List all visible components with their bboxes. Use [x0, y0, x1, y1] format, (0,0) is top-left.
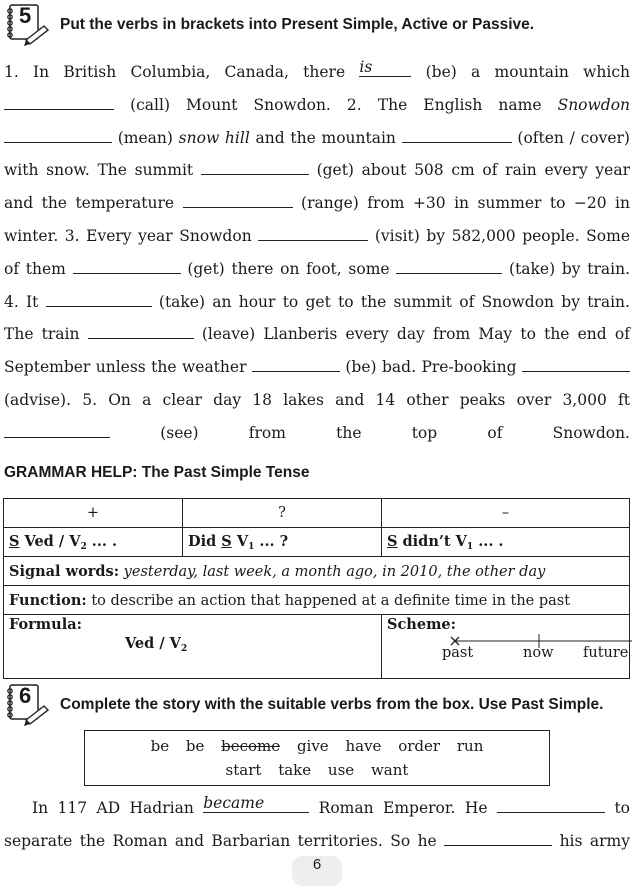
- text: Roman Emperor. He: [318, 799, 488, 817]
- grammar-help-heading: GRAMMAR HELP: The Past Simple Tense: [4, 464, 310, 481]
- answer-blank[interactable]: [252, 355, 340, 372]
- timeline-scheme: [387, 633, 629, 677]
- word-box-row-1: [85, 734, 549, 758]
- text: (get) there on foot, some: [187, 259, 390, 278]
- word: take: [278, 761, 312, 779]
- exercise-5-text: [4, 56, 630, 450]
- text: his army: [559, 831, 630, 850]
- negative-form: S didn’t $V_1$ ... .: [382, 528, 630, 557]
- word: give: [296, 737, 329, 755]
- text: (range) from +30 in summer: [301, 194, 542, 213]
- word-box: [84, 730, 550, 786]
- column-header-minus: –: [382, 499, 630, 528]
- exercise-5-header: [4, 2, 534, 48]
- word: use: [327, 761, 355, 779]
- answer-blank[interactable]: [203, 796, 309, 813]
- page-number: 6: [292, 856, 342, 886]
- column-header-plus: +: [4, 499, 183, 528]
- text: (see) from the top of Snowdon.: [160, 423, 630, 442]
- notebook-pencil-icon: [4, 682, 50, 728]
- text: In 117 AD Hadrian: [32, 799, 194, 817]
- answer-blank[interactable]: [497, 796, 605, 813]
- word: run: [456, 737, 484, 755]
- scheme-past: past: [442, 645, 474, 661]
- text-italic: Snowdon: [557, 95, 631, 114]
- word-box-row-2: [85, 758, 549, 782]
- answer-blank[interactable]: [4, 421, 110, 438]
- answer-blank[interactable]: [201, 158, 309, 175]
- answer-example: became: [203, 794, 265, 812]
- answer-blank[interactable]: [444, 829, 552, 846]
- text: 582,000 people. Some of them: [4, 226, 630, 278]
- scheme-future: future: [583, 645, 629, 661]
- text: (leave) Llanberis every: [201, 325, 389, 344]
- text: to: [614, 799, 630, 817]
- answer-blank[interactable]: [396, 257, 502, 274]
- affirmative-form: S Ved / $V_2$ ... .: [4, 528, 183, 557]
- word: start: [225, 761, 262, 779]
- answer-blank[interactable]: [402, 126, 512, 143]
- exercise-6-text: [4, 792, 630, 858]
- answer-blank[interactable]: [73, 257, 181, 274]
- text: separate the Roman and Barbarian territories. So he: [4, 831, 437, 850]
- scheme-cell: Scheme: past now future: [382, 615, 630, 679]
- answer-blank[interactable]: [88, 322, 194, 339]
- text: (visit) by: [374, 226, 445, 245]
- exercise-number: 5: [19, 3, 32, 28]
- grammar-table: [3, 498, 630, 679]
- text: 1. In British Columbia, Canada, there: [4, 63, 346, 81]
- text: (mean): [117, 128, 173, 147]
- word: have: [345, 737, 382, 755]
- text: to −20 in winter. 3. Every year Snowdon: [4, 194, 630, 245]
- answer-blank[interactable]: [183, 191, 293, 208]
- text: (take) by train. 4. It: [4, 259, 630, 311]
- answer-blank[interactable]: [522, 355, 630, 372]
- answer-blank[interactable]: [4, 93, 114, 110]
- text: and the mountain: [255, 128, 396, 147]
- text: bad. Pre-booking: [382, 358, 517, 377]
- word: be: [185, 737, 205, 755]
- text: (advise). 5. On a clear day 18 lakes and: [4, 390, 365, 409]
- word: want: [370, 761, 409, 779]
- answer-blank[interactable]: [46, 290, 152, 307]
- answer-blank[interactable]: [258, 224, 368, 241]
- answer-blank[interactable]: [359, 60, 411, 77]
- exercise-6-header: [4, 682, 603, 728]
- word: be: [150, 737, 170, 755]
- notebook-pencil-icon: [4, 2, 50, 48]
- text: (be) a mountain which: [425, 63, 630, 81]
- text: 14 other peaks over 3,000 ft: [375, 390, 630, 409]
- scheme-now: now: [523, 645, 554, 661]
- column-header-question: ?: [183, 499, 382, 528]
- signal-words-row: Signal words: yesterday, last week, a month ago, in 2010, the other day: [4, 557, 630, 586]
- exercise-number: 6: [19, 683, 32, 708]
- text: (call) Mount Snowdon. 2. The English name: [130, 95, 542, 114]
- question-form: Did S $V_1$ ... ?: [183, 528, 382, 557]
- text: (be): [345, 358, 377, 377]
- answer-example: is: [359, 58, 373, 76]
- text: cover) with snow. The summit: [4, 128, 630, 180]
- text: summit of Snowdon by train. The train: [4, 292, 630, 344]
- answer-blank[interactable]: [4, 126, 112, 143]
- text: (get) about 508 cm of rain: [316, 161, 537, 180]
- function-row: Function: to describe an action that happened at a definite time in the past: [4, 586, 630, 615]
- word: order: [398, 737, 441, 755]
- text: day from May to the end of September unless the weather: [4, 325, 630, 377]
- formula-cell: Formula: Ved / $V_2$: [4, 615, 382, 679]
- text-italic: snow hill: [178, 128, 250, 147]
- text: (often /: [517, 128, 575, 147]
- text: (take) an hour to get to the: [158, 292, 387, 311]
- exercise-title: Put the verbs in brackets into Present Simple, Active or Passive.: [60, 16, 535, 33]
- text: every year and the temperature: [4, 161, 631, 213]
- exercise-title: Complete the story with the suitable verbs from the box. Use Past Simple.: [60, 696, 604, 713]
- word-used: become: [221, 737, 281, 755]
